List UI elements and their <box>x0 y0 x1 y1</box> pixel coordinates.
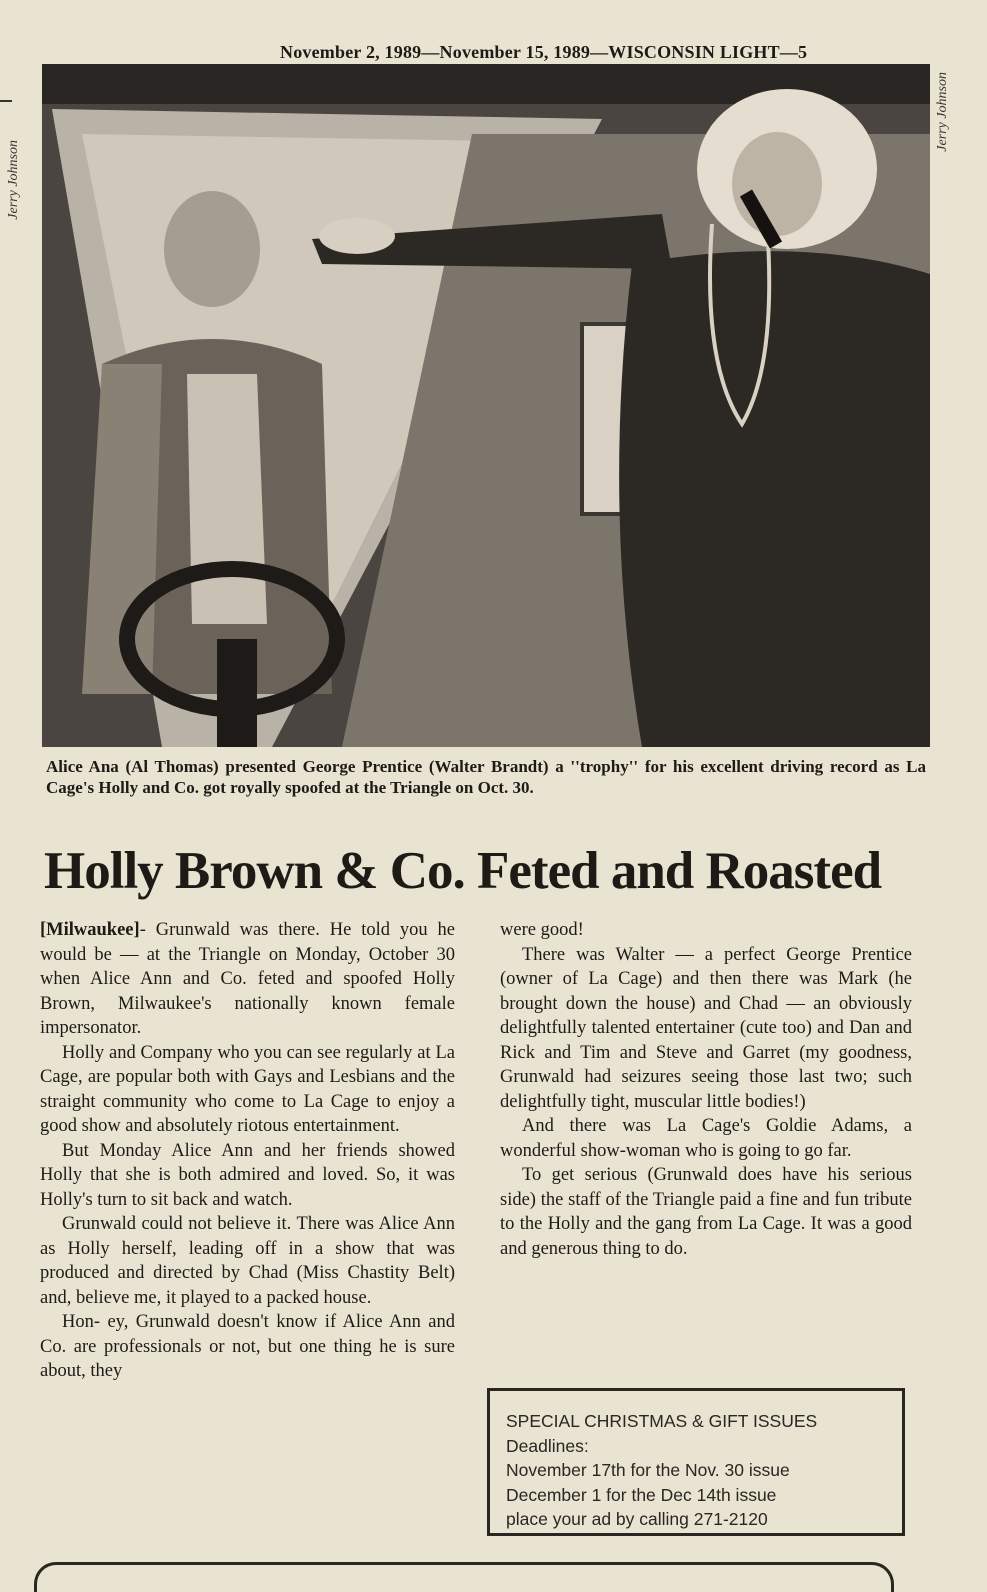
article-paragraph: There was Walter — a perfect George Prentice (owner of La Cage) and then there was Mark (he brought down the house) and Chad — an obviously delightfully talented entertainer (cute too) and Dan and Rick and Tim and Steve and Garret (my goodness, Grunwald had seizures seeing those last two; such delightfully tight, muscular little bodies!) <box>500 944 912 1112</box>
ad-contact-line: place your ad by calling 271-2120 <box>506 1509 768 1529</box>
article-headline: Holly Brown & Co. Feted and Roasted <box>44 842 882 900</box>
article-column-2 <box>500 918 912 1261</box>
article-paragraph <box>40 918 455 1041</box>
article-paragraph: But Monday Alice Ann and her friends showed Holly that she is both admired and loved. So, it was Holly's turn to sit back and watch. <box>40 1140 455 1210</box>
dateline: [Milwaukee] <box>40 920 140 940</box>
man-head <box>164 191 260 307</box>
article-column-1 <box>40 918 455 1384</box>
page-header: November 2, 1989—November 15, 1989—WISCONSIN LIGHT—5 <box>280 42 808 62</box>
article-paragraph: Grunwald could not believe it. There was Alice Ann as Holly herself, leading off in a show that was produced and directed by Chad (Miss Chastity Belt) and, believe me, it played to a packed house. <box>40 1214 455 1308</box>
ad-deadline-line: November 17th for the Nov. 30 issue <box>506 1460 790 1480</box>
article-paragraph: were good! <box>500 920 584 940</box>
article-paragraph: To get serious (Grunwald does have his serious side) the staff of the Triangle paid a fine and fun tribute to the Holly and the gang from La Cage. It was a good and generous thing to do. <box>500 1165 912 1259</box>
article-paragraph: And there was La Cage's Goldie Adams, a wonderful show-woman who is going to go far. <box>500 1116 912 1161</box>
paragraph-text: - Grunwald was there. He told you he would be — at the Triangle on Monday, October 30 when Alice Ann and Co. feted and spoofed Holly Brown, Milwaukee's nationally known female impersonator. <box>40 920 455 1038</box>
margin-rule <box>0 100 12 102</box>
article-photo <box>42 64 930 747</box>
margin-photo-credit: Jerry Johnson <box>6 140 21 220</box>
photo-caption: Alice Ana (Al Thomas) presented George Prentice (Walter Brandt) a ''trophy'' for his excellent driving record as La Cage's Holly and Co. got royally spoofed at the Triangle on Oct. 30. <box>46 757 926 797</box>
photo-credit: Jerry Johnson <box>935 72 950 152</box>
ad-title: SPECIAL CHRISTMAS & GIFT ISSUES <box>506 1411 818 1431</box>
performer-dress <box>619 251 930 747</box>
article-paragraph: Hon- ey, Grunwald doesn't know if Alice Ann and Co. are professionals or not, but one thing he is sure about, they <box>40 1312 455 1381</box>
photo-illustration <box>42 64 930 747</box>
ad-deadlines-label: Deadlines: <box>506 1435 589 1456</box>
ad-deadline-box <box>487 1388 905 1536</box>
ad-deadline-line: December 1 for the Dec 14th issue <box>506 1484 777 1505</box>
article-paragraph: Holly and Company who you can see regularly at La Cage, are popular both with Gays and Lesbians and the straight community who come to La Cage to enjoy a good show and absolutely riotous entertainment. <box>40 1042 455 1136</box>
